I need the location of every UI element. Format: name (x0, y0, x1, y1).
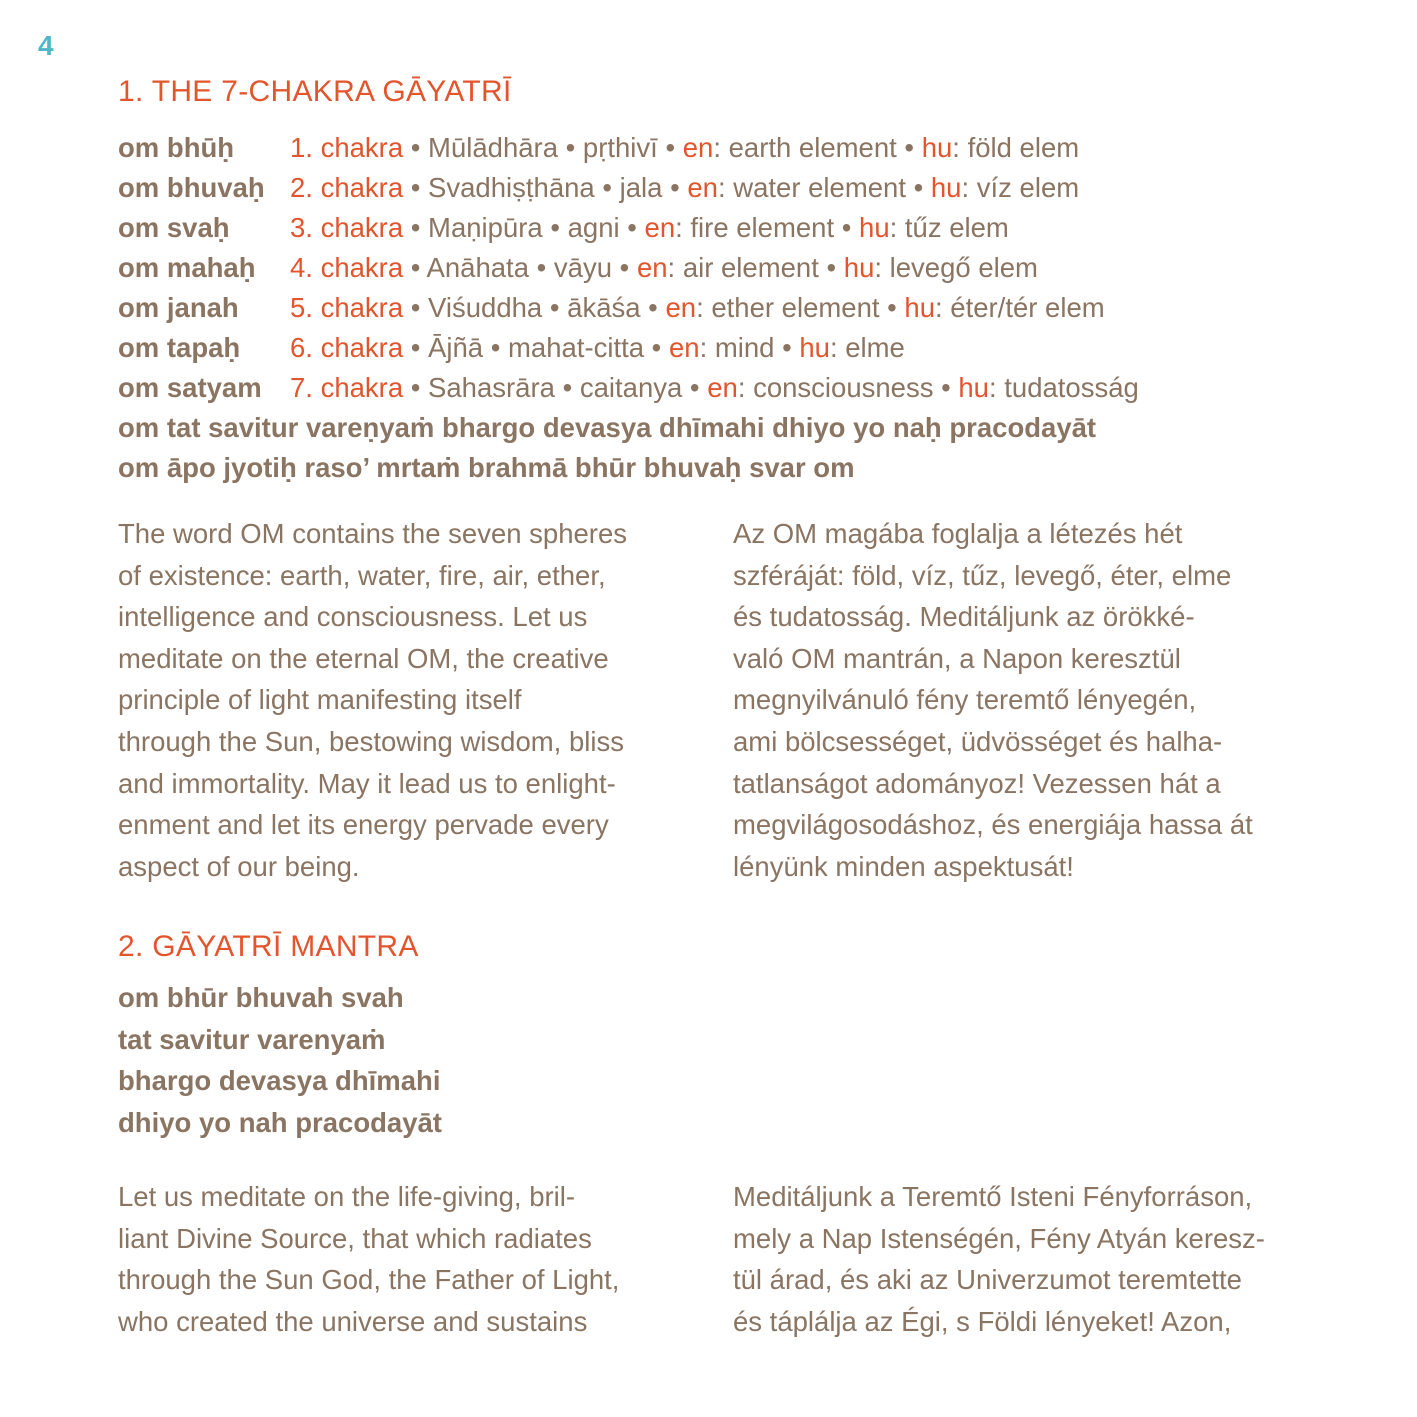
chakra-name: Viśuddha (428, 292, 543, 323)
section-2-title: 2. GĀYATRĪ MANTRA (118, 930, 419, 963)
closing-mantra-line: om tat savitur vareṇyaṁ bhargo devasya dhīmahi dhiyo yo naḥ pracodayāt (118, 412, 1097, 443)
chakra-name: Svadhiṣṭhāna (428, 172, 595, 203)
en-meaning: earth element (728, 132, 897, 163)
section-2-english-paragraph (118, 1176, 683, 1342)
paragraph-line: and immortality. May it lead us to enlight- (118, 767, 616, 799)
paragraph-line: The word OM contains the seven spheres (118, 518, 628, 549)
chakra-row: om bhuvaḥ 2. chakra • Svadhiṣṭhāna • jala • en: water element • hu: víz elem (118, 168, 1298, 208)
paragraph-line: tül árad, és aki az Univerzumot teremtette (733, 1264, 1242, 1296)
sanskrit-invocation: om mahaḥ (118, 252, 256, 283)
hu-meaning: tűz elem (904, 212, 1009, 243)
sanskrit-invocation: om bhuvaḥ (118, 172, 265, 203)
chakra-element: agni (567, 212, 620, 243)
paragraph-line: enment and let its energy pervade every (118, 809, 609, 841)
hu-meaning: tudatosság (1004, 372, 1139, 403)
hu-label: hu (843, 252, 875, 283)
page-number: 4 (38, 30, 54, 61)
chakra-number: 1. chakra (290, 132, 404, 163)
en-label: en (668, 332, 700, 363)
chakra-number: 3. chakra (290, 212, 404, 243)
paragraph-line: megnyilvánuló fény teremtő lényegén, (733, 684, 1197, 716)
chakra-name: Mūlādhāra (428, 132, 558, 163)
paragraph-line: aspect of our being. (118, 850, 360, 882)
en-label: en (636, 252, 668, 283)
chakra-row: om mahaḥ 4. chakra • Anāhata • vāyu • en: air element • hu: levegő elem (118, 248, 1298, 288)
chakra-element: pṛthivī (582, 132, 658, 163)
gayatri-mantra (118, 977, 442, 1143)
chakra-list (118, 128, 1298, 488)
paragraph-line: szféráját: föld, víz, tűz, levegő, éter, elme (733, 559, 1232, 591)
en-meaning: mind (714, 332, 775, 363)
hu-label: hu (921, 132, 953, 163)
chakra-row: om bhūḥ 1. chakra • Mūlādhāra • pṛthivī • en: earth element • hu: föld elem (118, 128, 1298, 168)
chakra-name: Sahasrāra (428, 372, 555, 403)
chakra-name: Ājñā (428, 332, 484, 363)
paragraph-line: való OM mantrán, a Napon keresztül (733, 642, 1181, 674)
paragraph-line: through the Sun, bestowing wisdom, bliss (118, 725, 624, 757)
en-meaning: fire element (690, 212, 835, 243)
hu-label: hu (799, 332, 830, 363)
paragraph-line: mely a Nap Istenségén, Fény Atyán keresz- (733, 1222, 1265, 1254)
mantra-line: dhiyo yo nah pracodayāt (118, 1106, 442, 1138)
hu-meaning: víz elem (976, 172, 1080, 203)
paragraph-line: megvilágosodáshoz, és energiája hassa át (733, 809, 1253, 841)
chakra-element: jala (619, 172, 663, 203)
en-meaning: ether element (711, 292, 880, 323)
chakra-row: om janah 5. chakra • Viśuddha • ākāśa • en: ether element • hu: éter/tér elem (118, 288, 1298, 328)
paragraph-line: intelligence and consciousness. Let us (118, 601, 588, 633)
paragraph-line: Az OM magába foglalja a létezés hét (733, 518, 1183, 549)
hu-label: hu (930, 172, 962, 203)
paragraph-line: through the Sun God, the Father of Light, (118, 1264, 620, 1296)
chakra-number: 4. chakra (290, 252, 404, 283)
paragraph-line: és táplálja az Égi, s Földi lényeket! Azon, (733, 1305, 1232, 1337)
chakra-element: vāyu (553, 252, 613, 283)
chakra-element: caitanya (579, 372, 683, 403)
closing-mantra-line: om āpo jyotiḥ raso’ mrtaṁ brahmā bhūr bhuvaḥ svar om (118, 452, 855, 483)
chakra-name: Maṇipūra (428, 212, 543, 243)
paragraph-line: ami bölcsességet, üdvösséget és halha- (733, 725, 1223, 757)
chakra-element: mahat-citta (508, 332, 645, 363)
section-1-title: 1. THE 7-CHAKRA GĀYATRĪ (118, 75, 512, 108)
hu-meaning: levegő elem (889, 252, 1038, 283)
mantra-line: bhargo devasya dhīmahi (118, 1065, 441, 1096)
sanskrit-invocation: om bhūḥ (118, 132, 235, 163)
paragraph-line: of existence: earth, water, fire, air, ether, (118, 559, 606, 591)
hu-label: hu (958, 372, 989, 403)
section-1-english-paragraph (118, 513, 683, 887)
en-label: en (682, 132, 714, 163)
paragraph-line: Let us meditate on the life-giving, bril- (118, 1181, 576, 1212)
paragraph-line: tatlanságot adományoz! Vezessen hát a (733, 767, 1221, 799)
chakra-row: om svaḥ 3. chakra • Maṇipūra • agni • en: fire element • hu: tűz elem (118, 208, 1298, 248)
hu-label: hu (859, 212, 890, 243)
en-label: en (644, 212, 676, 243)
section-1-hungarian-paragraph (733, 513, 1313, 887)
paragraph-line: Meditáljunk a Teremtő Isteni Fényforráson, (733, 1181, 1253, 1212)
hu-meaning: éter/tér elem (950, 292, 1105, 323)
sanskrit-invocation: om satyam (118, 372, 262, 403)
chakra-element: ākāśa (567, 292, 641, 323)
paragraph-line: lényünk minden aspektusát! (733, 850, 1074, 882)
chakra-name: Anāhata (426, 252, 529, 283)
paragraph-line: principle of light manifesting itself (118, 684, 522, 716)
paragraph-line: meditate on the eternal OM, the creative (118, 642, 609, 674)
sanskrit-invocation: om janah (118, 292, 239, 323)
chakra-row: om satyam 7. chakra • Sahasrāra • caitanya • en: consciousness • hu: tudatosság (118, 368, 1298, 408)
en-label: en (707, 372, 738, 403)
en-label: en (687, 172, 718, 203)
paragraph-line: who created the universe and sustains (118, 1305, 588, 1337)
chakra-number: 6. chakra (290, 332, 404, 363)
hu-meaning: föld elem (967, 132, 1080, 163)
mantra-line: om bhūr bhuvah svah (118, 982, 404, 1013)
sanskrit-invocation: om svaḥ (118, 212, 230, 243)
section-2-hungarian-paragraph (733, 1176, 1313, 1342)
sanskrit-invocation: om tapaḥ (118, 332, 241, 363)
chakra-number: 5. chakra (290, 292, 404, 323)
chakra-row: om tapaḥ 6. chakra • Ājñā • mahat-citta • en: mind • hu: elme (118, 328, 1298, 368)
en-label: en (665, 292, 697, 323)
mantra-line: tat savitur varenyaṁ (118, 1023, 386, 1055)
en-meaning: water element (733, 172, 906, 203)
hu-label: hu (904, 292, 936, 323)
hu-meaning: elme (845, 332, 905, 363)
en-meaning: air element (682, 252, 819, 283)
chakra-number: 7. chakra (290, 372, 404, 403)
paragraph-line: és tudatosság. Meditáljunk az örökké- (733, 601, 1195, 633)
paragraph-line: liant Divine Source, that which radiates (118, 1222, 592, 1254)
en-meaning: consciousness (753, 372, 934, 403)
chakra-number: 2. chakra (290, 172, 404, 203)
